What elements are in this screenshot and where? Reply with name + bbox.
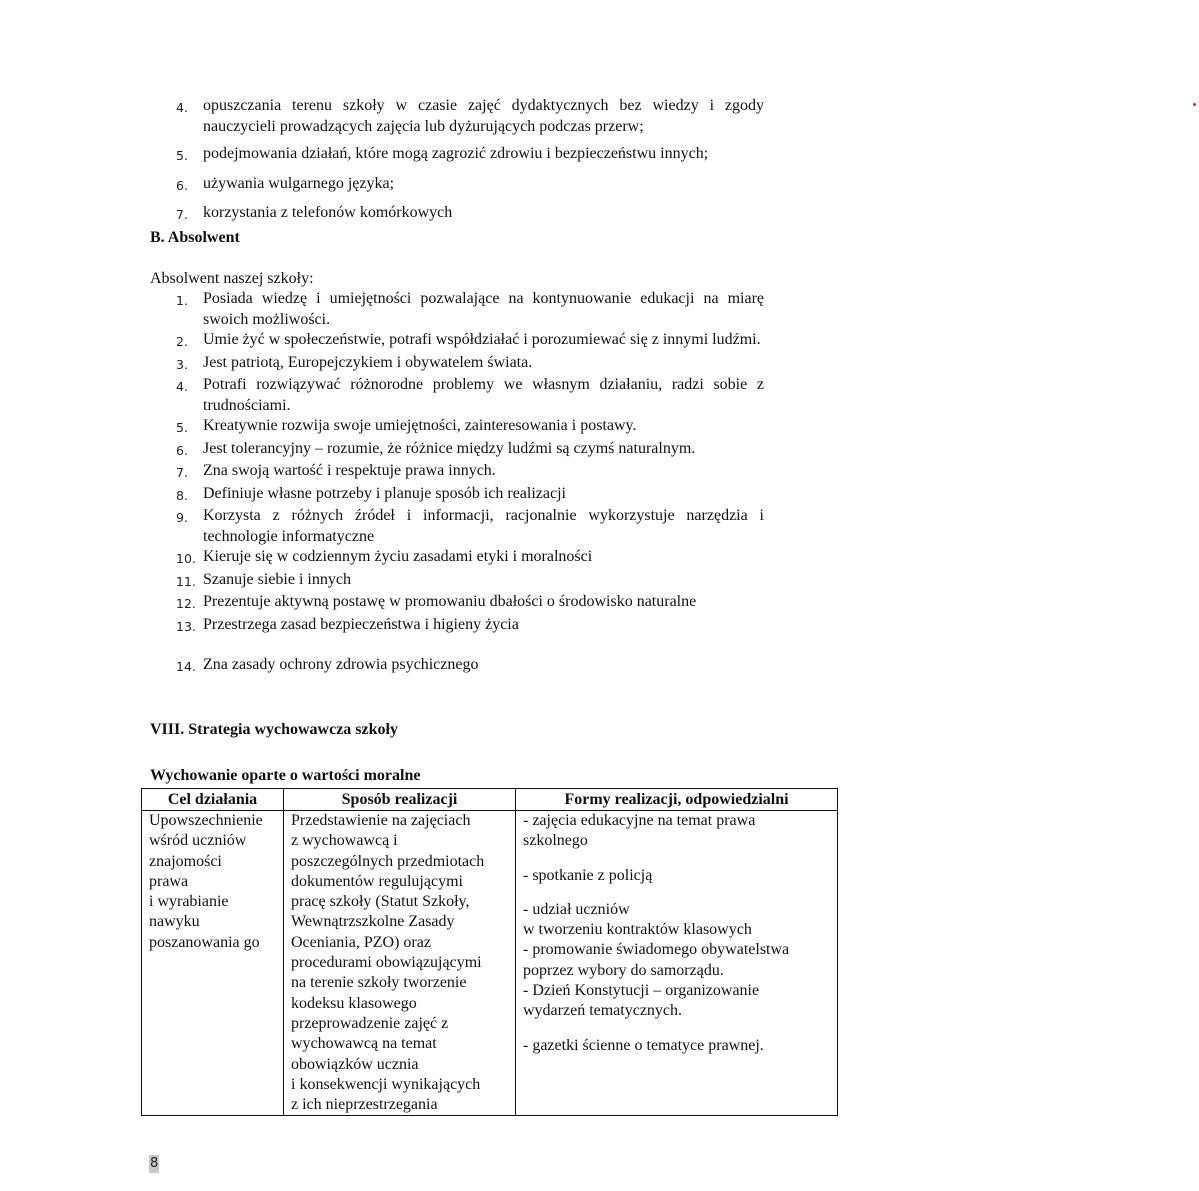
list-text: Jest tolerancyjny – rozumie, że różnice między ludźmi są czymś naturalnym. bbox=[203, 439, 696, 457]
goal-line: prawa bbox=[149, 872, 189, 890]
list-number: 14. bbox=[176, 659, 196, 674]
forms-line: szkolnego bbox=[523, 832, 588, 850]
method-line: pracę szkoły (Statut Szkoły, bbox=[291, 893, 470, 911]
forms-line: wydarzeń tematycznych. bbox=[523, 1002, 683, 1020]
list-number: 5. bbox=[176, 148, 188, 163]
list-item bbox=[176, 461, 764, 484]
list-item bbox=[176, 375, 764, 416]
list-text: Korzysta z różnych źródeł i informacji, racjonalnie wykorzystuje narzędzia i technologie informatyczne bbox=[203, 507, 764, 545]
list-number: 12. bbox=[176, 596, 196, 611]
goal-line: wśród uczniów bbox=[149, 832, 247, 850]
forms-line: w tworzeniu kontraktów klasowych bbox=[523, 921, 752, 939]
list-number: 1. bbox=[176, 293, 188, 308]
section-intro: Absolwent naszej szkoły: bbox=[150, 270, 314, 287]
list-text: Kieruje się w codziennym życiu zasadami etyki i moralności bbox=[203, 548, 593, 565]
list-text: korzystania z telefonów komórkowych bbox=[203, 204, 453, 221]
list-text: podejmowania działań, które mogą zagrozić zdrowiu i bezpieczeństwu innych; bbox=[203, 145, 709, 162]
list-number: 5. bbox=[176, 420, 188, 435]
list-number: 10. bbox=[176, 551, 196, 566]
method-line: dokumentów regulującymi bbox=[291, 872, 463, 890]
list-text: Potrafi rozwiązywać różnorodne problemy we własnym działaniu, radzi sobie z trudnościami. bbox=[203, 376, 764, 414]
forms-line: - Dzień Konstytucji – organizowanie bbox=[523, 982, 760, 1000]
list-text: opuszczania terenu szkoły w czasie zajęć dydaktycznych bez wiedzy i zgody nauczycieli prowadzących zajęcia lub dyżurujących podczas przerw; bbox=[203, 97, 764, 135]
forms-line: - promowanie świadomego obywatelstwa bbox=[523, 941, 790, 959]
forms-line: poprzez wybory do samorządu. bbox=[523, 961, 724, 979]
method-line: procedurami obowiązującymi bbox=[291, 954, 482, 972]
list-item bbox=[176, 144, 764, 167]
list-item bbox=[176, 655, 764, 678]
list-item bbox=[176, 353, 764, 376]
method-line: wychowawcą na temat bbox=[291, 1035, 437, 1053]
column-header-method: Sposób realizacji bbox=[284, 789, 516, 811]
forms-group bbox=[523, 811, 837, 852]
method-line: z ich nieprzestrzegania bbox=[291, 1096, 438, 1114]
list-text: Definiuje własne potrzeby i planuje sposób ich realizacji bbox=[203, 484, 566, 502]
list-number: 11. bbox=[176, 573, 196, 589]
list-number: 8. bbox=[176, 487, 188, 503]
list-number: 9. bbox=[176, 510, 188, 525]
list-number: 6. bbox=[176, 442, 188, 458]
forms-line: - udział uczniów bbox=[523, 900, 630, 918]
list-number: 3. bbox=[176, 356, 188, 372]
column-header-forms: Formy realizacji, odpowiedzialni bbox=[516, 789, 838, 811]
list-text: używania wulgarnego języka; bbox=[203, 174, 395, 192]
method-line: i konsekwencji wynikających bbox=[291, 1075, 481, 1093]
list-item bbox=[176, 289, 764, 330]
method-line: Wewnątrzszkolne Zasady bbox=[291, 913, 455, 931]
section-heading-absolwent: B. Absolwent bbox=[150, 229, 240, 246]
graduate-traits-list bbox=[176, 289, 764, 678]
list-item bbox=[176, 330, 764, 353]
list-number: 13. bbox=[176, 618, 196, 634]
list-item bbox=[176, 484, 764, 507]
list-item bbox=[176, 547, 764, 570]
list-number: 7. bbox=[176, 465, 188, 480]
method-line: Przedstawienie na zajęciach bbox=[291, 812, 471, 829]
method-line: obowiązków ucznia bbox=[291, 1055, 419, 1073]
method-line: Oceniania, PZO) oraz bbox=[291, 933, 431, 951]
forms-group bbox=[523, 866, 837, 886]
list-text: Przestrzega zasad bezpieczeństwa i higieny życia bbox=[203, 615, 519, 633]
list-text: Posiada wiedzę i umiejętności pozwalające na kontynuowanie edukacji na miarę swoich możliwości. bbox=[203, 290, 764, 328]
list-item bbox=[176, 506, 764, 547]
method-line: z wychowawcą i bbox=[291, 832, 398, 850]
list-text: Prezentuje aktywną postawę w promowaniu dbałości o środowisko naturalne bbox=[203, 593, 697, 610]
method-line: kodeksu klasowego bbox=[291, 994, 417, 1012]
method-line: przeprowadzenie zajęć z bbox=[291, 1014, 449, 1032]
forms-cell bbox=[516, 811, 838, 1116]
list-item bbox=[176, 203, 764, 226]
list-text: Kreatywnie rozwija swoje umiejętności, zainteresowania i postawy. bbox=[203, 417, 637, 434]
strategy-table bbox=[141, 788, 838, 1116]
list-text: Zna zasady ochrony zdrowia psychicznego bbox=[203, 656, 479, 673]
forms-line: - spotkanie z policją bbox=[523, 866, 653, 884]
revision-marker-icon bbox=[1193, 103, 1196, 106]
list-item bbox=[176, 570, 764, 593]
list-number: 4. bbox=[176, 100, 188, 115]
list-text: Jest patriotą, Europejczykiem i obywatelem świata. bbox=[203, 353, 533, 371]
page-number: 8 bbox=[150, 1156, 159, 1171]
section-heading-strategy: VIII. Strategia wychowawcza szkoły bbox=[150, 721, 398, 738]
table-title: Wychowanie oparte o wartości moralne bbox=[150, 767, 421, 784]
list-text: Szanuje siebie i innych bbox=[203, 570, 351, 588]
prohibitions-list bbox=[176, 96, 764, 233]
goal-line: i wyrabianie bbox=[149, 893, 229, 911]
list-number: 2. bbox=[176, 334, 188, 349]
column-header-goal: Cel działania bbox=[142, 789, 284, 811]
forms-line: - zajęcia edukacyjne na temat prawa bbox=[523, 812, 756, 829]
list-number: 4. bbox=[176, 379, 188, 394]
list-item bbox=[176, 615, 764, 638]
forms-group bbox=[523, 1036, 837, 1056]
list-item bbox=[176, 416, 764, 439]
table-row bbox=[142, 811, 838, 1116]
list-item bbox=[176, 439, 764, 462]
goal-line: nawyku bbox=[149, 913, 200, 931]
list-number: 6. bbox=[176, 177, 188, 193]
list-number: 7. bbox=[176, 207, 188, 222]
table-header-row bbox=[142, 789, 838, 811]
list-item bbox=[176, 174, 764, 197]
goal-line: Upowszechnienie bbox=[149, 812, 263, 829]
method-cell bbox=[284, 811, 516, 1116]
goal-line: znajomości bbox=[149, 852, 222, 870]
goal-cell bbox=[142, 811, 284, 1116]
method-line: na terenie szkoły tworzenie bbox=[291, 974, 467, 992]
goal-line: poszanowania go bbox=[149, 933, 260, 951]
forms-group bbox=[523, 900, 837, 1022]
forms-line: - gazetki ścienne o tematyce prawnej. bbox=[523, 1036, 764, 1054]
list-text: Zna swoją wartość i respektuje prawa innych. bbox=[203, 462, 496, 479]
list-item bbox=[176, 96, 764, 137]
method-line: poszczególnych przedmiotach bbox=[291, 852, 485, 870]
list-item bbox=[176, 592, 764, 615]
list-text: Umie żyć w społeczeństwie, potrafi współdziałać i porozumiewać się z innymi ludźmi. bbox=[203, 331, 761, 348]
